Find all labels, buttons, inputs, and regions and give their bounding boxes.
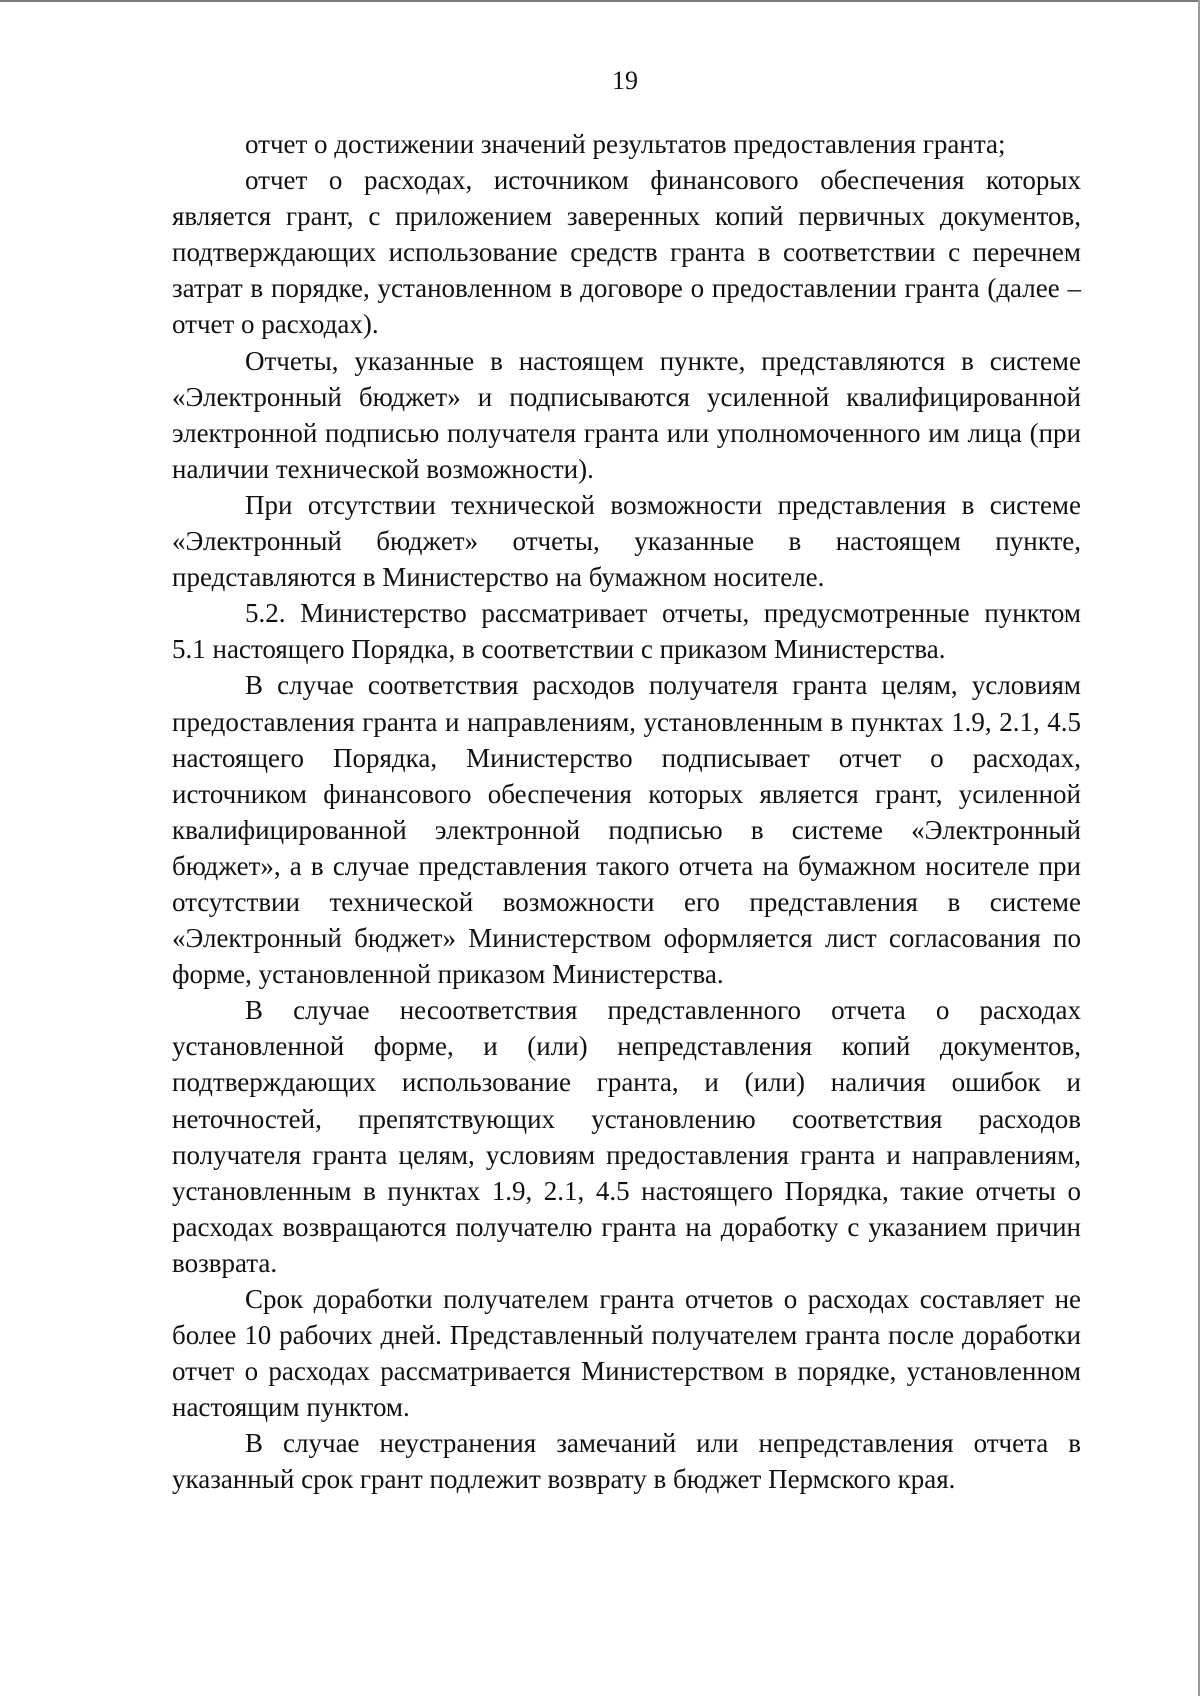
- document-body: [172, 126, 1081, 1498]
- scan-edge-top: [0, 0, 1200, 2]
- paragraph-grant-refund: В случае неустранения замечаний или непредставления отчета в указанный срок грант подлежит возврату в бюджет Пермского края.: [172, 1428, 1081, 1495]
- paragraph-revision-deadline: Срок доработки получателем гранта отчетов о расходах составляет не более 10 рабочих дней. Представленный получателем гранта после доработки отчет о расходах рассматривается Министерством в порядке, установленном настоящим пунктом.: [172, 1284, 1081, 1423]
- paragraph-5-2-review: 5.2. Министерство рассматривает отчеты, предусмотренные пунктом 5.1 настоящего Порядка, в соответствии с приказом Министерства.: [172, 598, 1081, 665]
- page-number: 19: [612, 66, 638, 95]
- paragraph-compliance-signing: В случае соответствия расходов получателя гранта целям, условиям предоставления гранта и направлениям, установленным в пунктах 1.9, 2.1, 4.5 настоящего Порядка, Министерство подписывает отчет о расходах, источником финансового обеспечения которых является грант, усиленной квалифицированной электронной подписью в системе «Электронный бюджет», а в случае представления такого отчета на бумажном носителе при отсутствии технической возможности его представления в системе «Электронный бюджет» Министерством оформляется лист согласования по форме, установленной приказом Министерства.: [172, 670, 1081, 990]
- paragraph-noncompliance-return: В случае несоответствия представленного отчета о расходах установленной форме, и (или) непредставления копий документов, подтверждающих использование гранта, и (или) наличия ошибок и неточностей, препятствующих установлению соответствия расходов получателя гранта целям, условиям предоставления гранта и направлениям, установленным в пунктах 1.9, 2.1, 4.5 настоящего Порядка, такие отчеты о расходах возвращаются получателю гранта на доработку с указанием причин возврата.: [172, 995, 1081, 1278]
- paragraph-achievement-report: отчет о достижении значений результатов предоставления гранта;: [245, 129, 1006, 159]
- paragraph-electronic-budget-submission: Отчеты, указанные в настоящем пункте, представляются в системе «Электронный бюджет» и подписываются усиленной квалифицированной электронной подписью получателя гранта или уполномоченного им лица (при наличии технической возможности).: [172, 345, 1081, 484]
- paragraph-expense-report: отчет о расходах, источником финансового обеспечения которых является грант, с приложением заверенных копий первичных документов, подтверждающих использование средств гранта в соответствии с перечнем затрат в порядке, установленном в договоре о предоставлении гранта (далее – отчет о расходах).: [172, 165, 1081, 340]
- paragraph-paper-submission: При отсутствии технической возможности представления в системе «Электронный бюджет» отчеты, указанные в настоящем пункте, представляются в Министерство на бумажном носителе.: [172, 489, 1081, 593]
